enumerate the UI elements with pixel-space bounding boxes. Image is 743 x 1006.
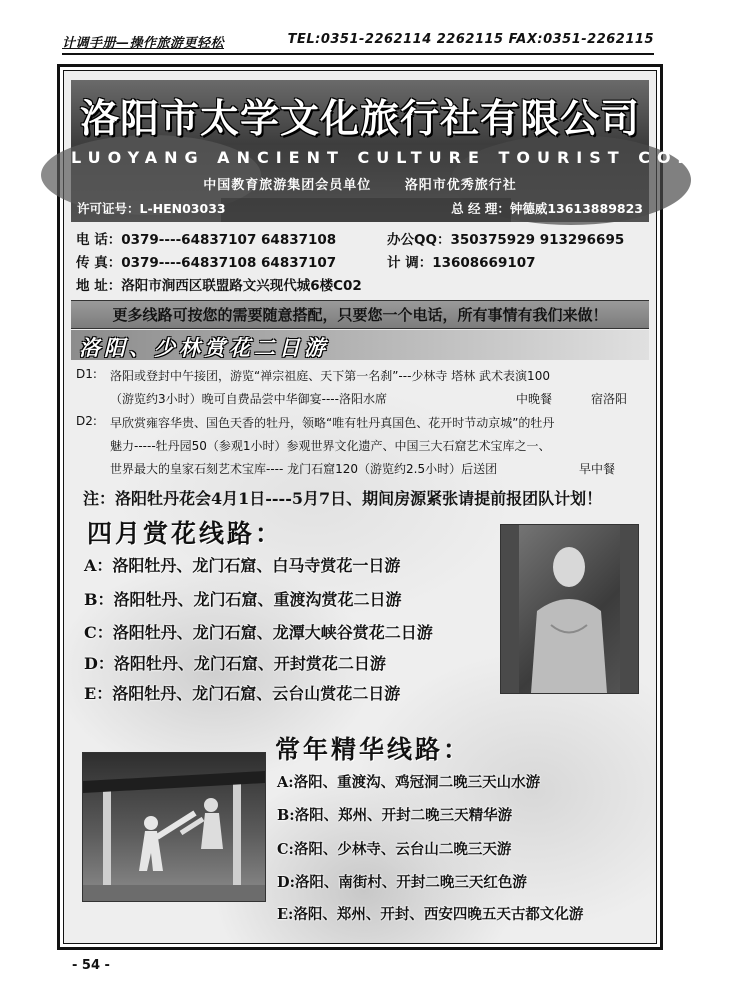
buddha-statue-image — [501, 525, 638, 693]
promo-text: 更多线路可按您的需要随意搭配，只要您一个电话，所有事情有我们来做！ — [112, 306, 608, 324]
april-section-title: 四月赏花线路： — [87, 519, 284, 548]
itinerary-d2-line3 — [76, 460, 646, 478]
day2-text-3: 世界最大的皇家石刻艺术宝库---- 龙门石窟120（游览约2.5小时）后送团 — [110, 462, 498, 476]
header-contact: TEL:0351-2262114 2262115 FAX:0351-2262115 — [287, 32, 654, 47]
license-number: 许可证号：L-HEN03033 — [77, 201, 226, 216]
company-english-name: LUOYANG ANCIENT CULTURE TOURIST CO.LTD — [71, 148, 743, 167]
peony-festival-notice: 注：洛阳牡丹花会4月1日----5月7日、期间房源紧张请提前报团队计划！ — [83, 489, 603, 508]
membership-group: 中国教育旅游集团会员单位 — [203, 178, 372, 193]
company-banner — [71, 80, 743, 222]
running-header — [62, 32, 654, 54]
itinerary-d2-line2 — [76, 437, 646, 455]
april-route-b: B：洛阳牡丹、龙门石窟、重渡沟赏花二日游 — [84, 590, 402, 609]
day1-meals: 中晚餐 — [516, 392, 553, 406]
shaolin-kungfu-photo — [82, 752, 266, 902]
route-title-bar — [71, 330, 649, 360]
company-name: 洛阳市太学文化旅行社有限公司 — [79, 96, 640, 142]
longmen-buddha-photo — [500, 524, 639, 694]
day1-label: D1: — [76, 367, 97, 381]
day1-stay: 宿洛阳 — [591, 392, 628, 406]
planner-line: 计 调：13608669107 — [387, 255, 536, 271]
year-route-d: D:洛阳、南街村、开封二晚三天红色游 — [277, 874, 527, 891]
day1-text-2: （游览约3小时）晚可自费品尝中华御宴----洛阳水席 — [110, 392, 387, 406]
itinerary-d2-line1 — [76, 414, 646, 432]
year-section-title: 常年精华线路： — [275, 735, 472, 764]
day2-label: D2: — [76, 414, 97, 428]
kungfu-performers-image — [83, 753, 265, 901]
day2-text-1: 早欣赏雍容华贵、国色天香的牡丹，领略“唯有牡丹真国色、花开时节动京城”的牡丹 — [110, 416, 555, 430]
itinerary-d1-line2 — [76, 390, 646, 408]
april-route-e: E：洛阳牡丹、龙门石窟、云台山赏花二日游 — [84, 684, 401, 703]
membership-line — [71, 174, 649, 193]
fax-line: 传 真：0379----64837108 64837107 — [76, 255, 337, 271]
year-route-e: E:洛阳、郑州、开封、西安四晚五天古都文化游 — [277, 906, 584, 923]
day1-text-1: 洛阳或登封中午接团，游览“禅宗祖庭、天下第一名刹”---少林寺 塔林 武术表演100 — [110, 369, 550, 383]
route-title: 洛阳、少林赏花二日游 — [79, 335, 329, 360]
april-route-c: C：洛阳牡丹、龙门石窟、龙潭大峡谷赏花二日游 — [84, 623, 433, 642]
address-line: 地 址：洛阳市涧西区联盟路文兴现代城6楼C02 — [76, 278, 362, 294]
qq-line: 办公QQ：350375929 913296695 — [387, 232, 625, 248]
day2-meals: 早中餐 — [579, 462, 616, 476]
header-rule — [62, 53, 654, 55]
year-route-c: C:洛阳、少林寺、云台山二晚三天游 — [277, 841, 512, 858]
day2-text-2: 魅力-----牡丹园50（参观1小时）参观世界文化遗产、中国三大石窟艺术宝库之一、 — [110, 439, 551, 453]
itinerary-d1-line1 — [76, 367, 646, 385]
april-route-d: D：洛阳牡丹、龙门石窟、开封赏花二日游 — [84, 654, 386, 673]
membership-award: 洛阳市优秀旅行社 — [404, 178, 517, 193]
general-manager: 总 经 理：钟德威13613889823 — [451, 201, 643, 216]
promo-bar — [71, 300, 649, 329]
year-route-b: B:洛阳、郑州、开封二晚三天精华游 — [277, 807, 513, 824]
header-tagline: 计调手册—操作旅游更轻松 — [62, 36, 225, 51]
april-route-a: A：洛阳牡丹、龙门石窟、白马寺赏花一日游 — [84, 556, 401, 575]
phone-line: 电 话：0379----64837107 64837108 — [76, 232, 337, 248]
page-number: - 54 - — [72, 958, 110, 973]
year-route-a: A:洛阳、重渡沟、鸡冠洞二晚三天山水游 — [277, 774, 541, 791]
